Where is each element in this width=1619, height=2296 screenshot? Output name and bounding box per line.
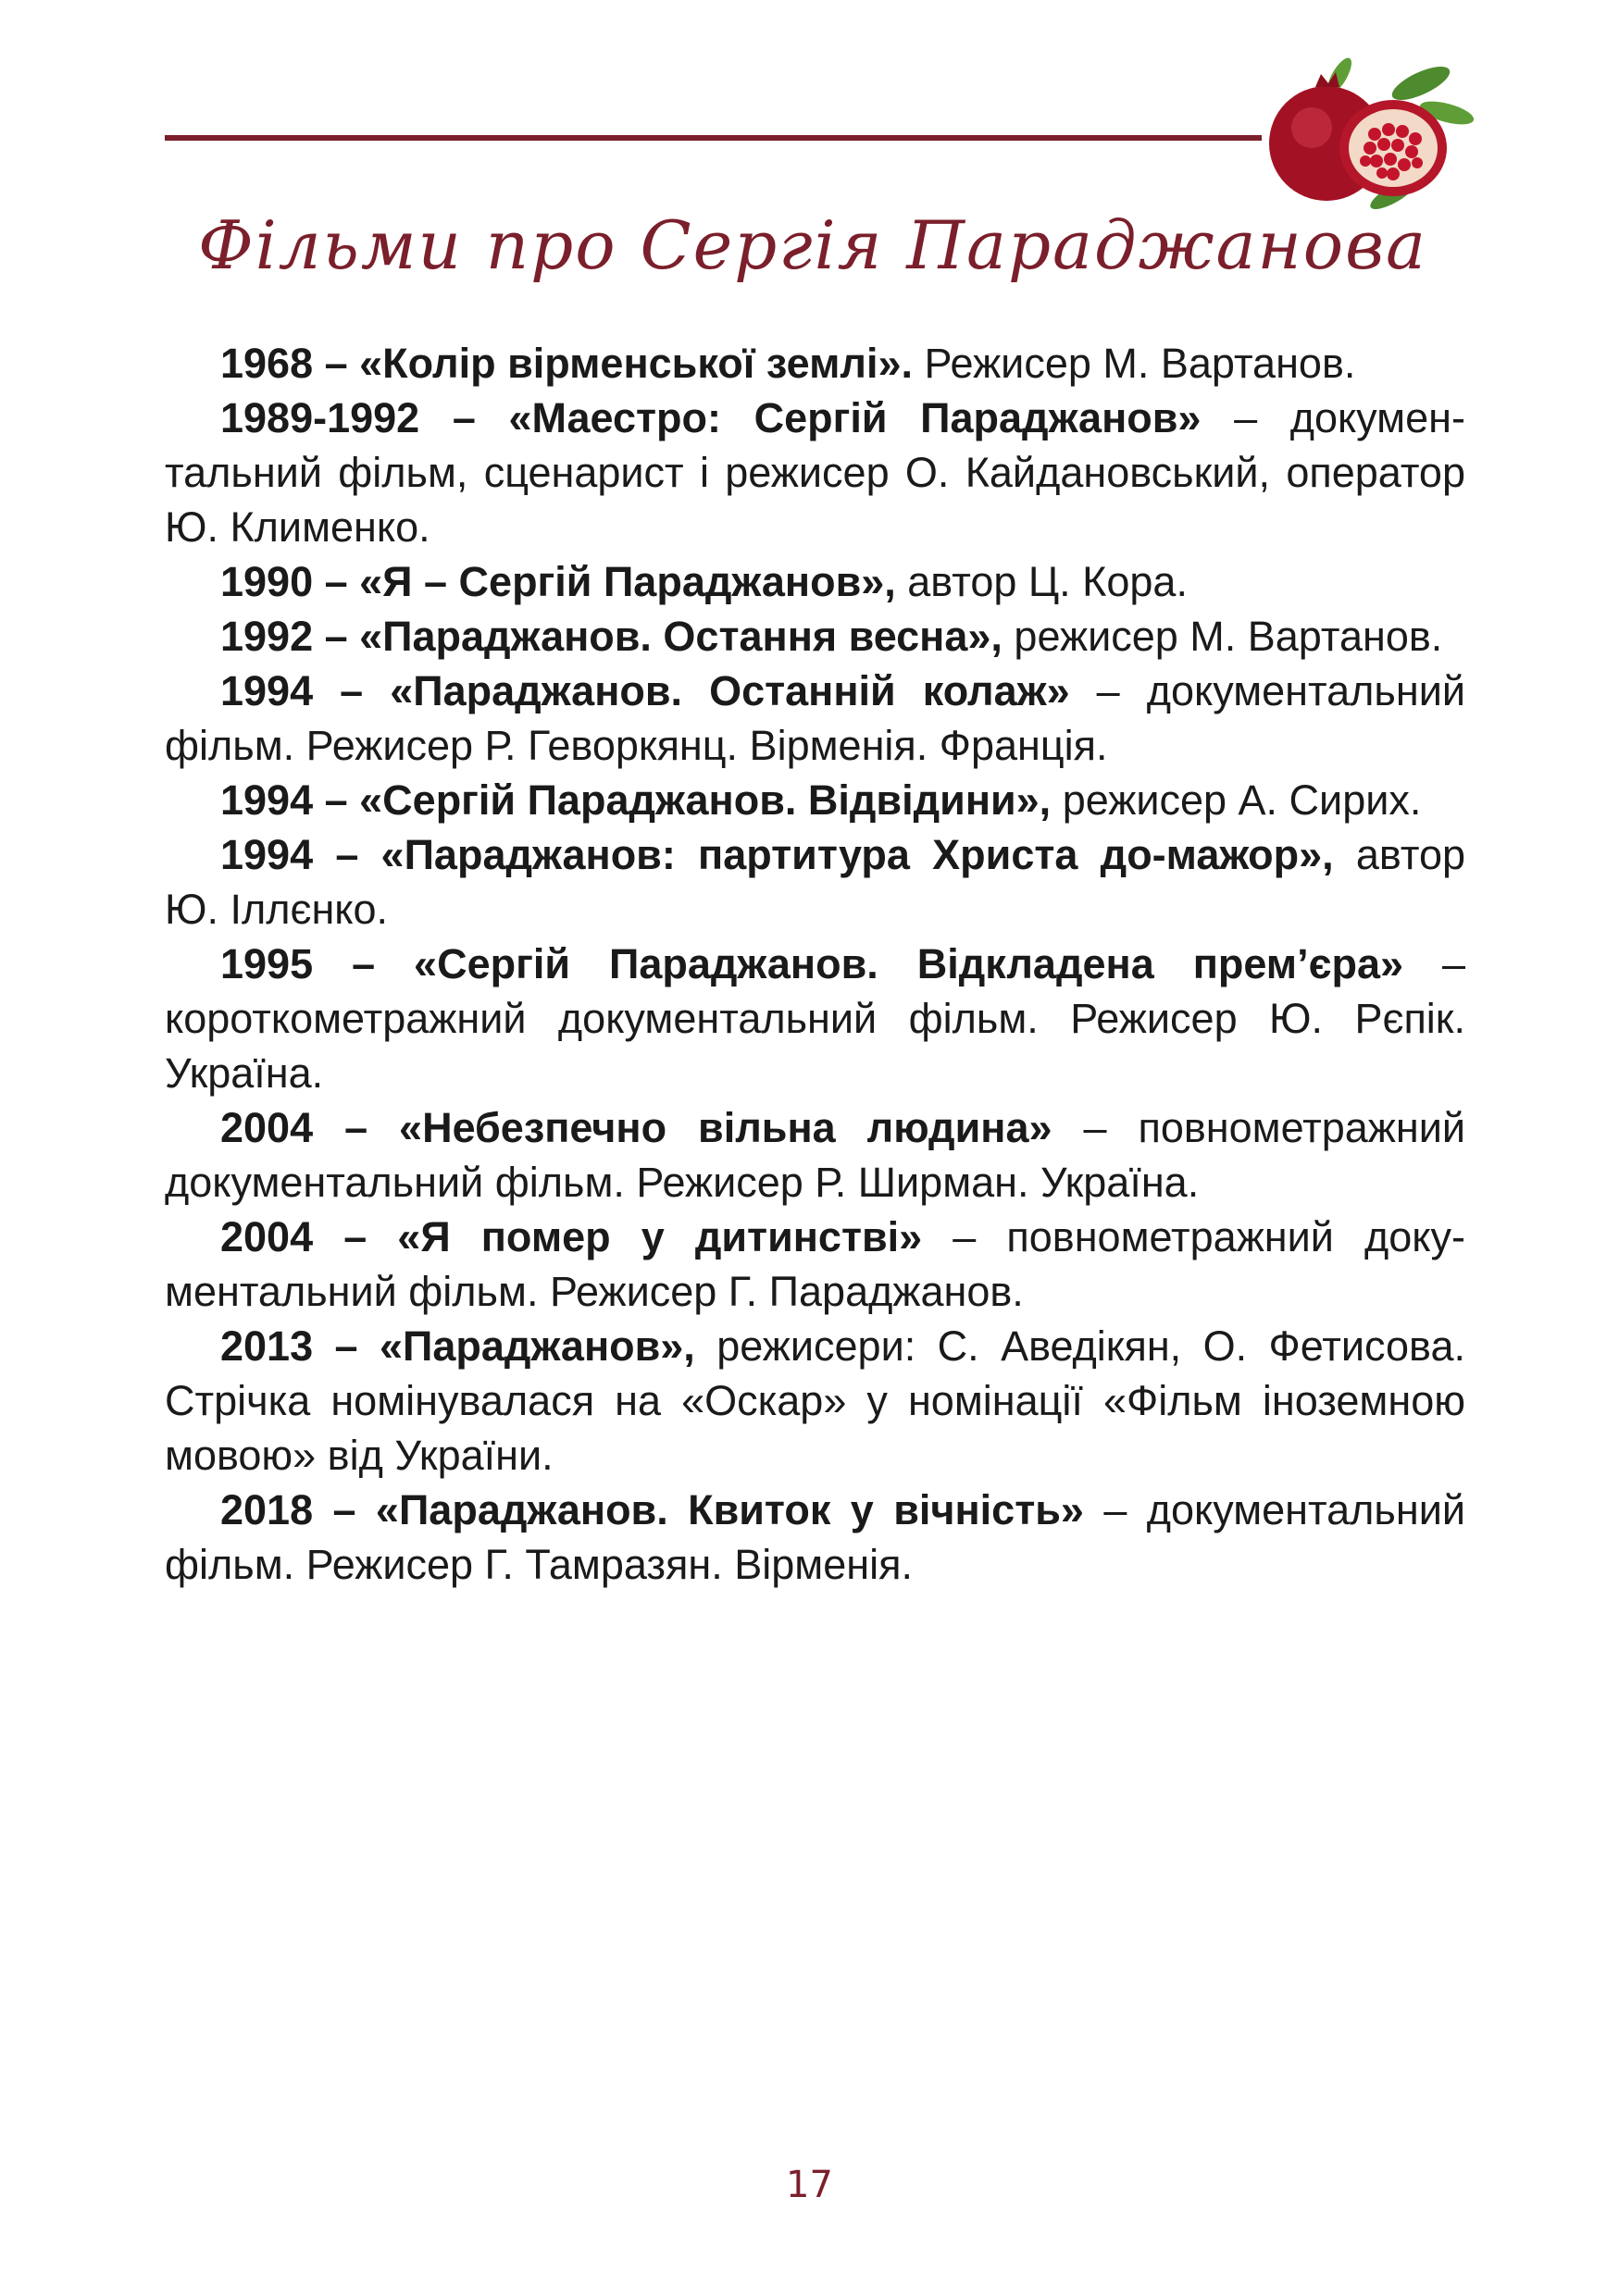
film-description: – короткометражний документальний фільм. Режисер Ю. Рєпік. Україна. <box>165 940 1465 1097</box>
list-item <box>165 1483 1465 1592</box>
film-lead: 1994 – «Сергій Параджанов. Відвідини», <box>220 776 1052 824</box>
film-description: режисери: С. Аведікян, О. Фетисова. Стрічка номінувалася на «Оскар» у номінації «Фільм іноземною мовою» від України. <box>165 1322 1465 1479</box>
list-item <box>165 1210 1465 1319</box>
film-description: – документальний фільм, сценарист і режисер О. Кайдановський, оператор Ю. Клименко. <box>165 394 1465 551</box>
film-description: автор Ц. Кора. <box>895 558 1188 605</box>
film-lead: 1995 – «Сергій Параджанов. Відкладена прем’єра» <box>220 940 1403 987</box>
list-item <box>165 554 1465 609</box>
film-lead: 2013 – «Параджанов», <box>220 1322 695 1370</box>
film-lead: 2018 – «Параджанов. Квиток у вічність» <box>220 1486 1084 1533</box>
film-lead: 1968 – «Колір вірменської землі». <box>220 340 914 387</box>
list-item <box>165 937 1465 1100</box>
film-description: режисер М. Вартанов. <box>1002 613 1443 660</box>
list-item <box>165 827 1465 937</box>
film-list <box>165 336 1465 1592</box>
page-title: Фільми про Сергія Параджанова <box>198 206 1427 284</box>
film-description: режисер А. Сирих. <box>1051 776 1422 824</box>
header-rule <box>165 135 1262 141</box>
film-description: Режисер М. Вартанов. <box>913 340 1356 387</box>
list-item <box>165 1319 1465 1483</box>
list-item <box>165 664 1465 773</box>
page-number: 17 <box>786 2164 833 2206</box>
film-lead: 2004 – «Небезпечно вільна людина» <box>220 1104 1052 1151</box>
film-lead: 1992 – «Параджанов. Остання весна», <box>220 613 1003 660</box>
list-item <box>165 391 1465 554</box>
list-item <box>165 609 1465 664</box>
film-description: – повнометражний документальний фільм. Режисер Р. Ширман. Україна. <box>165 1104 1465 1206</box>
pomegranate-icon <box>1254 56 1476 213</box>
film-description: – повнометражний документальний фільм. Режисер Г. Параджанов. <box>165 1213 1465 1315</box>
film-description: – документальний фільм. Режисер Г. Тамразян. Вірменія. <box>165 1486 1465 1588</box>
film-description: автор Ю. Іллєнко. <box>165 831 1466 933</box>
film-lead: 1994 – «Параджанов: партитура Христа до-мажор», <box>220 831 1334 878</box>
list-item <box>165 773 1465 827</box>
list-item <box>165 1100 1465 1210</box>
list-item <box>165 336 1465 391</box>
film-lead: 2004 – «Я помер у дитинстві» <box>220 1213 923 1260</box>
film-lead: 1989-1992 – «Маестро: Сергій Параджанов» <box>220 394 1202 441</box>
film-description: – документальний фільм. Режисер Р. Геворкянц. Вірменія. Франція. <box>165 667 1465 769</box>
film-lead: 1990 – «Я – Сергій Параджанов», <box>220 558 896 605</box>
film-lead: 1994 – «Параджанов. Останній колаж» <box>220 667 1070 714</box>
